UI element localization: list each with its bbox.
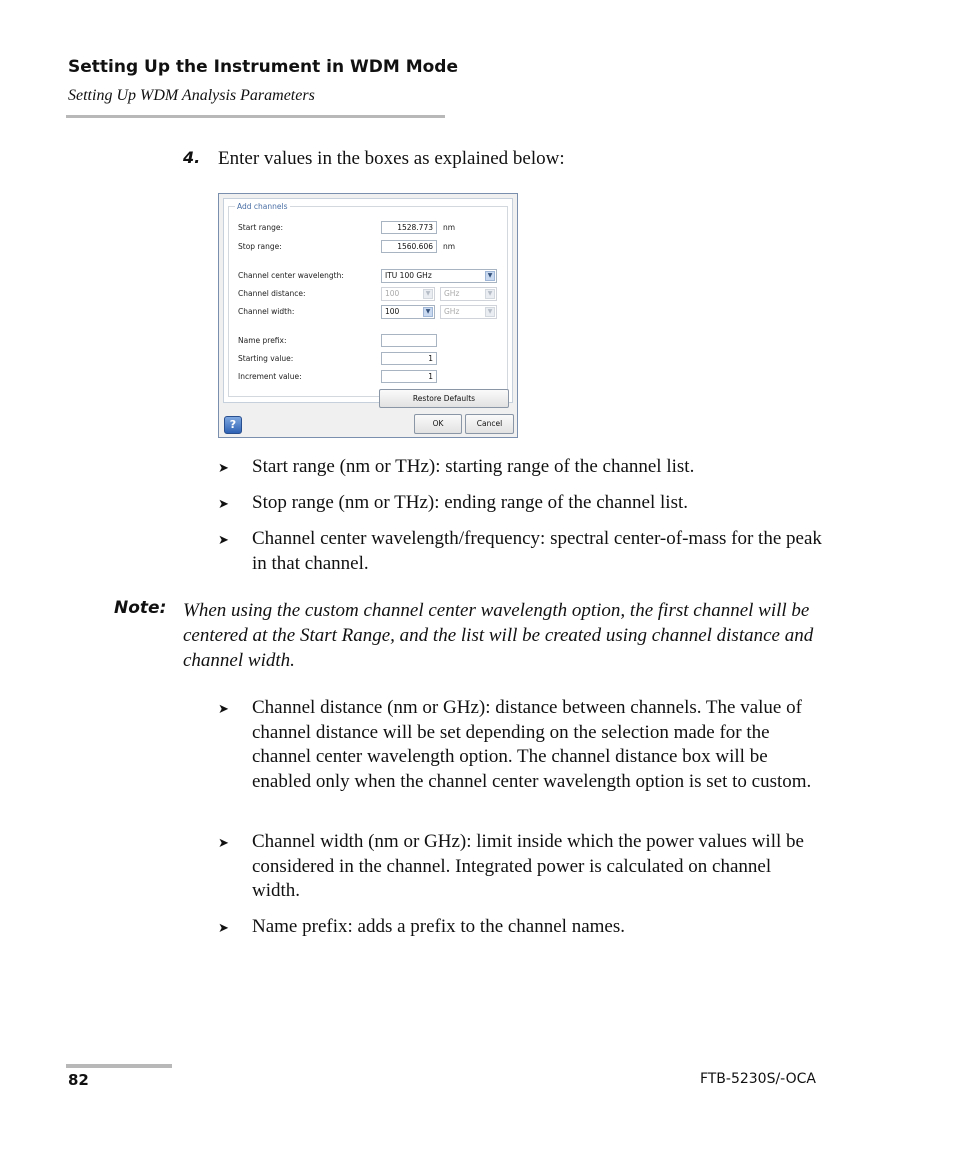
name-prefix-label: Name prefix:: [238, 336, 287, 345]
arrowhead-icon: ➤: [218, 460, 229, 475]
increment-value-input[interactable]: 1: [381, 370, 437, 383]
start-range-input[interactable]: 1528.773: [381, 221, 437, 234]
list-item: Stop range (nm or THz): ending range of the channel list.: [252, 492, 688, 513]
name-prefix-input[interactable]: [381, 334, 437, 347]
list-item: Name prefix: adds a prefix to the channel names.: [252, 916, 625, 937]
starting-value-input[interactable]: 1: [381, 352, 437, 365]
arrowhead-icon: ➤: [218, 496, 229, 511]
list-item: Channel width (nm or GHz): limit inside which the power values will be considered in the channel. Integrated power is calculated on channel width.: [252, 831, 804, 901]
note-text: When using the custom channel center wavelength option, the first channel will be centered at the Start Range, and the list will be created using channel distance and channel width.: [183, 600, 814, 671]
channel-width-label: Channel width:: [238, 307, 295, 316]
channel-width-unit: GHz: [444, 307, 460, 316]
stop-range-input[interactable]: 1560.606: [381, 240, 437, 253]
arrowhead-icon: ➤: [218, 835, 229, 850]
channel-center-select[interactable]: [381, 269, 497, 283]
note-label: Note:: [114, 598, 167, 618]
start-range-label: Start range:: [238, 223, 284, 232]
stop-range-label: Stop range:: [238, 242, 282, 251]
increment-value-label: Increment value:: [238, 372, 302, 381]
channel-distance-label: Channel distance:: [238, 289, 306, 298]
channel-distance-value: 100: [385, 289, 400, 298]
channel-width-select[interactable]: [381, 305, 435, 319]
channel-center-label: Channel center wavelength:: [238, 271, 344, 280]
list-item: Start range (nm or THz): starting range of the channel list.: [252, 456, 695, 477]
header-divider: [66, 115, 445, 118]
arrowhead-icon: ➤: [218, 532, 229, 547]
arrowhead-icon: ➤: [218, 920, 229, 935]
list-item: Channel distance (nm or GHz): distance between channels. The value of channel distance will be set depending on the selection made for the channel center wavelength option. The channel distance box will be enabled only when the channel center wavelength option is set to custom.: [252, 697, 812, 792]
cancel-button[interactable]: Cancel: [465, 414, 514, 434]
channel-distance-unit-select[interactable]: [440, 287, 497, 301]
start-range-unit: nm: [443, 223, 456, 232]
chevron-down-icon: ▼: [485, 307, 495, 317]
restore-defaults-button[interactable]: Restore Defaults: [379, 389, 509, 408]
page-title: Setting Up the Instrument in WDM Mode: [68, 57, 459, 77]
starting-value-label: Starting value:: [238, 354, 294, 363]
list-item: Channel center wavelength/frequency: spectral center-of-mass for the peak in that channel.: [252, 528, 822, 574]
arrowhead-icon: ➤: [218, 701, 229, 716]
channel-center-value: ITU 100 GHz: [385, 271, 432, 280]
channel-distance-unit: GHz: [444, 289, 460, 298]
dialog-content: [223, 198, 513, 403]
chevron-down-icon: ▼: [485, 271, 495, 281]
chevron-down-icon: ▼: [485, 289, 495, 299]
step-text: Enter values in the boxes as explained below:: [218, 148, 565, 169]
add-channels-dialog: [218, 193, 518, 438]
channel-distance-select[interactable]: [381, 287, 435, 301]
channel-width-value: 100: [385, 307, 400, 316]
section-subtitle: Setting Up WDM Analysis Parameters: [68, 87, 315, 104]
help-icon[interactable]: ?: [224, 416, 242, 434]
stop-range-unit: nm: [443, 242, 456, 251]
add-channels-group: [228, 202, 508, 403]
ok-button[interactable]: OK: [414, 414, 462, 434]
chevron-down-icon: ▼: [423, 289, 433, 299]
channel-width-unit-select[interactable]: [440, 305, 497, 319]
page-number: 82: [68, 1071, 89, 1089]
footer-divider: [66, 1064, 172, 1068]
step-number: 4.: [183, 148, 201, 167]
group-title: Add channels: [237, 202, 288, 211]
product-name: FTB-5230S/-OCA: [699, 1071, 816, 1087]
chevron-down-icon: ▼: [423, 307, 433, 317]
